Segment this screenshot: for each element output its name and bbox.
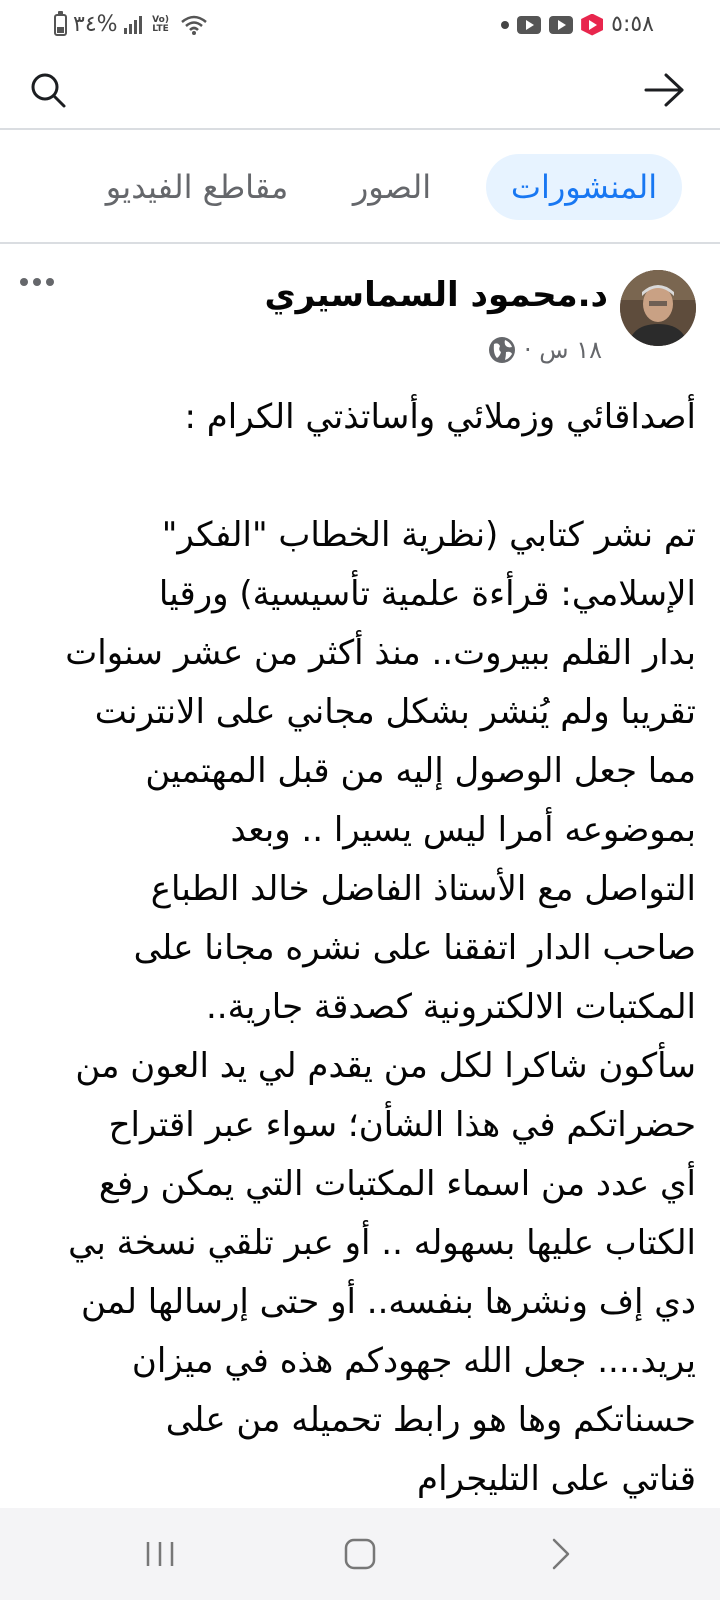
post-line: المكتبات الالكترونية كصدقة جارية.. [205,987,696,1027]
battery-icon [54,14,67,36]
avatar[interactable] [620,270,696,346]
search-icon[interactable] [28,70,68,110]
post-line: أصداقائي وزملائي وأساتذتي الكرام : [184,397,696,437]
video-app-icon [581,14,603,36]
status-time: ٥:٥٨ [611,12,654,37]
tab-photos[interactable]: الصور [352,168,432,206]
youtube-icon-2 [549,16,573,34]
recent-apps-icon[interactable] [138,1532,182,1576]
post-time: ١٨ س · [524,336,602,364]
post-line: الكتاب عليها بسهوله .. أو عبر تلقي نسخة بي [68,1223,696,1263]
post-line: قناتي على التليجرام [417,1459,696,1499]
tab-videos[interactable]: مقاطع الفيديو [105,168,289,206]
wifi-icon [180,14,208,36]
tab-posts[interactable]: المنشورات [486,154,682,220]
globe-icon [488,336,516,364]
post-line: سأكون شاكرا لكل من يقدم لي يد العون من [75,1046,696,1086]
post-line: بدار القلم ببيروت.. منذ أكثر من عشر سنوات [65,633,696,673]
top-bar [0,52,720,130]
post-line: الإسلامي: قرأءة علمية تأسيسية) ورقيا [158,574,696,614]
post-line: حضراتكم في هذا الشأن؛ سواء عبر اقتراح [108,1105,696,1145]
status-bar [0,0,720,52]
post-line: التواصل مع الأستاذ الفاضل خالد الطباع [150,869,696,909]
post-line: حسناتكم وها هو رابط تحميله من على [165,1400,696,1440]
post-line: تم نشر كتابي (نظرية الخطاب "الفكر" [161,515,696,555]
battery-percent: %٣٤ [73,12,118,37]
post-line: دي إف ونشرها بنفسه.. أو حتى إرسالها لمن [81,1282,696,1322]
status-left [54,12,208,37]
notification-dot-icon [501,21,509,29]
post-meta [488,336,602,364]
post-body [22,388,696,1509]
signal-icon [124,16,142,34]
post-line: بموضوعه أمرا ليس يسيرا .. وبعد [230,810,696,850]
post-line: صاحب الدار اتفقنا على نشره مجانا على [133,928,696,968]
post-author[interactable]: د.محمود السماسيري [264,275,608,315]
more-dots-icon[interactable] [20,270,58,294]
home-icon[interactable] [338,1532,382,1576]
post-line: أي عدد من اسماء المكتبات التي يمكن رفع [98,1164,696,1204]
youtube-icon [517,16,541,34]
status-right [501,12,654,37]
post-line: يريد.... جعل الله جهودكم هذه في ميزان [131,1341,696,1381]
post-line: مما جعل الوصول إليه من قبل المهتمين [145,751,696,791]
arrow-right-icon[interactable] [642,70,686,110]
post-line: تقريبا ولم يُنشر بشكل مجاني على الانترنت [94,692,696,732]
system-nav-bar [0,1508,720,1600]
volte-label: Vo) LTE [152,14,169,34]
avatar-image [620,270,696,346]
profile-tabs [0,130,720,244]
post-line [22,447,696,506]
back-chevron-icon[interactable] [538,1532,582,1576]
